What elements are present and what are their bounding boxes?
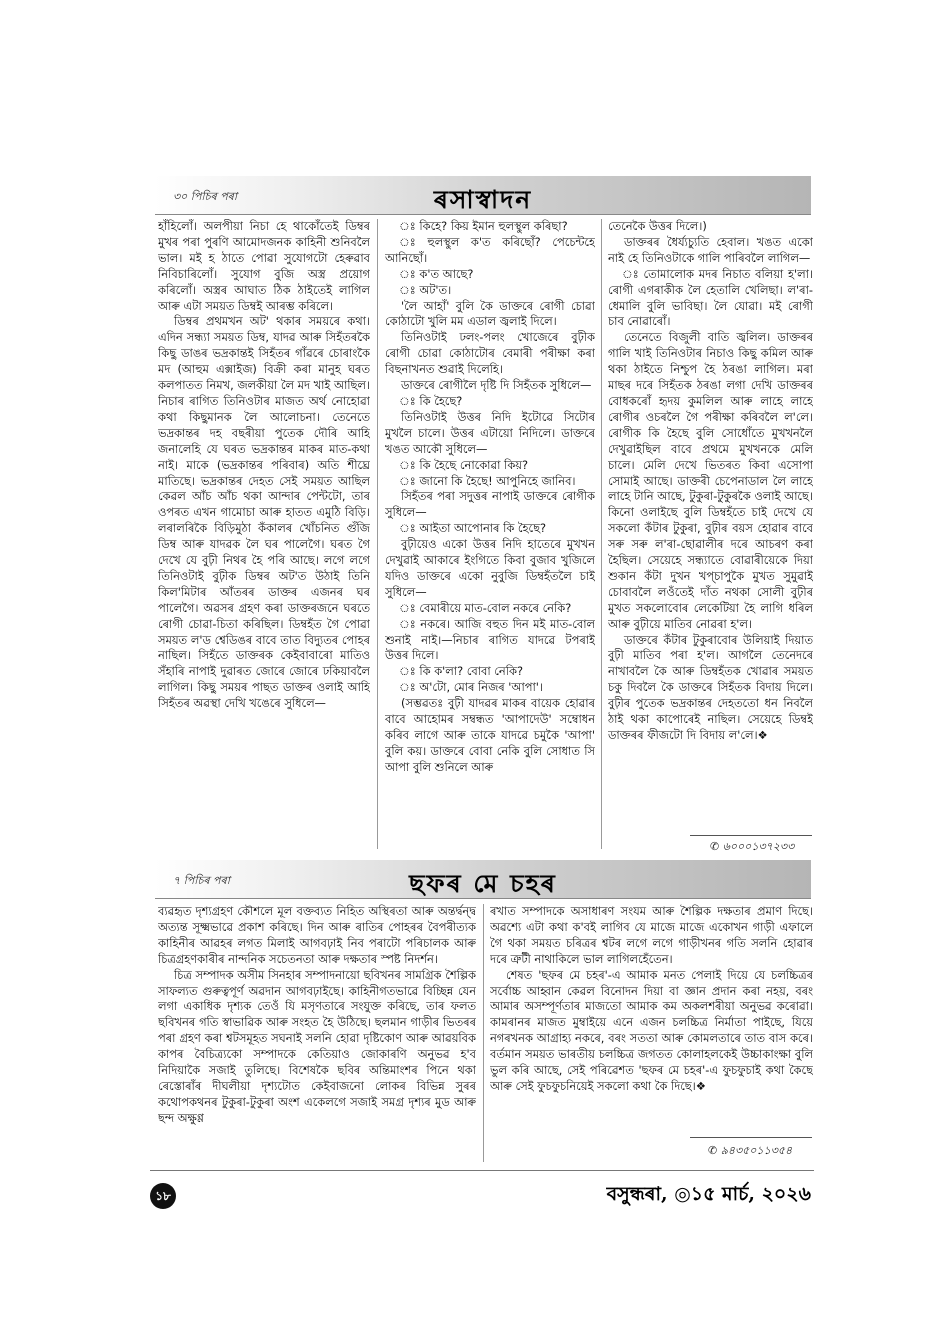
section-title: ৰসাস্বাদন	[433, 185, 533, 214]
article-column-2	[385, 219, 595, 849]
paragraph: (সম্ভৱতঃ বুঢ়ী যাদৱৰ মাকৰ বায়েক হোৱাৰ বাবে আহোমৰ সম্বন্ধত 'আপাদেউ' সম্বোধন কৰিব লাগে আৰু তাকে যাদৱে চমুকৈ 'আপা' বুলি কয়। ডাক্তৰে বোবা নেকি বুলি সোধাত সি আপা বুলি শুনিলে আৰু	[385, 696, 595, 774]
continued-from-label: ৭ পিচিৰ পৰা	[173, 874, 230, 887]
column-divider	[483, 904, 484, 1162]
article-column-1	[158, 219, 370, 849]
separator-line	[690, 1137, 812, 1138]
footer-rule	[150, 1170, 814, 1171]
paragraph: ডাক্তৰে কঁটাৰ টুকুৰাবোৰ উলিয়াই দিয়াত বুঢ়ী মাতিব পৰা হ'ল। আগলৈ তেনেদৰে নাখাবলৈ কৈ আৰু ডিম্বহঁতক খোৱাৰ সময়ত চকু দিবলৈ কৈ ডাক্তৰে সিহঁতক বিদায় দিলে। বুঢ়ীৰ পুতেক ভদ্ৰকান্তৰ দেহততো ধন নিবলৈ ঠাই থকা কাপোৰেই নাছিল। সেয়েহে ডিম্বই ডাক্তৰৰ ফীজটো দি বিদায় ল'লে।❖	[608, 632, 813, 742]
column-divider	[377, 219, 378, 849]
paragraph: ঃ কি ক'লা? বোবা নেকি?	[399, 664, 523, 679]
section-banner-rasaswadan	[155, 176, 811, 215]
paragraph: তেনেতে বিজুলী বাতি জ্বলিল। ডাক্তৰৰ গালি খাই তিনিওটাৰ নিচাও কিছু কমিল আৰু থকা ঠাইতে নিশ্চুপ হৈ ঠৰঙা লাগিল। মৰা মাছৰ দৰে সিহঁতক ঠৰঙা লগা দেখি ডাক্তৰৰ বোধকৰোঁ হৃদয় কুমলিল আৰু লাহে লাহে ৰোগীৰ ওচৰলৈ গৈ পৰীক্ষা কৰিবলৈ ল'লে। ৰোগীক কি হৈছে বুলি সোধোঁতে মুখখনলৈ দেখুৱাইছিল বাবে প্ৰথমে মুখখনকে মেলি চালে। মেলি দেখে ভিতৰত কিবা এসোপা সোমাই আছে। ডাক্তৰী চেপেনাডাল লৈ লাহে লাহে টানি আছে, টুকুৰা-টুকুৰকৈ ওলাই আছে। কিনো ওলাইছে বুলি ডিম্বহঁতে চাই দেখে যে সকলো কঁটাৰ টুকুৰা, বুঢ়ীৰ বয়স হোৱাৰ বাবে সৰু সৰু ল'ৰা-ছোৱালীৰ দৰে আচৰণ কৰা হৈছিল। সেয়েহে সন্ধ্যাতে বোৱাৰীয়েকে দিয়া শুকান কঁটা দুখন খপ্‌চাপুকৈ মুখত সুমুৱাই চোবাবলৈ লওঁতেই দাঁত নথকা সোলী বুঢ়ীৰ মুখত সকলোবোৰ লেকেটিয়া হৈ লাগি ধৰিল আৰু বুঢ়ীয়ে মাতিব নোৱৰা হ'ল।	[608, 330, 813, 631]
article-column-1	[158, 904, 476, 1166]
paragraph: ডাক্তৰৰ ধৈৰ্য্যচ্যুতি হেবাল। খঙত একো নাই হে তিনিওটাকে গালি পাৰিবলৈ লাগিল—	[608, 234, 813, 265]
section-title: ছফৰ মে চহৰ	[409, 869, 557, 898]
section-banner-safar-me-sahar	[155, 860, 811, 899]
paragraph: তিনিওটাই উত্তৰ নিদি ইটোৱে সিটোৰ মুখলৈ চালে। উত্তৰ এটায়ো নিদিলে। ডাক্তৰে খঙত আকৌ সুধিলে—	[385, 409, 595, 456]
paragraph: চিত্ৰ সম্পাদক অসীম সিনহাৰ সম্পাদনায়ো ছবিখনৰ সামগ্ৰিক শৈল্পিক সাফল্যত গুৰুত্বপূৰ্ণ অৱদান আগবঢ়াইছে। কাহিনীগতভাৱে বিচ্ছিন্ন যেন লগা একাধিক দৃশ্যক তেওঁ যি মসৃণতাৰে সংযুক্ত কৰিছে, তাৰ ফলত ছবিখনৰ গতি স্বাভাৱিক আৰু সংহত হৈ উঠিছে। ছলমান গাড়ীৰ ভিতৰৰ পৰা গ্ৰহণ কৰা শ্বটসমূহত সঘনাই সলনি হোৱা দৃষ্টিকোণ আৰু আৱয়বিক কাপৰ বৈচিত্ৰ্যকো সম্পাদকে কেতিয়াও জোকাৰণি অনুভৱ হ'ব নিদিয়াকৈ সজাই তুলিছে। বিশেষকৈ ছবিৰ অন্তিমাংশৰ পিনে থকা ৰেস্তোৰাঁৰ দীঘলীয়া দৃশ্যটোত কেইবাজনো লোকৰ বিভিন্ন সুৰৰ কথোপকথনৰ টুকুৰা-টুকুৰা অংশ একেলগে সজাই সমগ্ৰ দৃশ্যৰ মুড আৰু ছন্দ অক্ষুণ্ণ	[158, 967, 476, 1125]
paragraph: ঃ হুলস্থুল ক'ত কৰিছোঁ? পেচেন্টহে আনিছোঁ।	[385, 234, 595, 265]
author-phone: ✆ ৯৪৩৫০১১৩৫৪	[708, 1144, 793, 1157]
paragraph: তেনেকৈ উত্তৰ দিলে।)	[608, 219, 707, 233]
paragraph: ঃ নকৰে। আজি বহুত দিন মই মাত-বোল শুনাই নাই।—নিচাৰ ৰাগিত যাদৱে টপৰাই উত্তৰ দিলে।	[385, 616, 595, 663]
paragraph: 'লৈ আহাঁ' বুলি কৈ ডাক্তৰে ৰোগী চোৱা কোঠাটো খুলি মম এডাল জ্বলাই দিলে।	[385, 298, 595, 329]
author-phone: ✆ ৬০০০১৩৭২৩৩	[710, 840, 795, 853]
page-number: ১৮	[150, 1183, 176, 1209]
continued-from-label: ৩০ পিচিৰ পৰা	[173, 190, 238, 203]
paragraph: ঃ আইতা আপোনাৰ কি হৈছে?	[399, 521, 547, 536]
column-divider	[601, 219, 602, 849]
paragraph: ঃ জানো কি হৈছে! আপুনিহে জানিব।	[399, 473, 576, 488]
paragraph: সিহঁতৰ পৰা সদুত্তৰ নাপাই ডাক্তৰে ৰোগীক সুধিলে—	[385, 489, 595, 520]
separator-line	[690, 835, 812, 836]
paragraph: ডিম্বৰ প্ৰথমখন অট' থকাৰ সময়ৰে কথা। এদিন সন্ধ্যা সময়ত ডিম্ব, যাদৱ আৰু সিহঁতৰকৈ কিছু ডাঙৰ ভদ্ৰকান্তই সিহঁতৰ গাঁৱৰে চোৰাংকৈ মদ (আহুম এক্সাইজ) বিক্ৰী কৰা মানুহ ঘৰত কলপাতত নিমখ, জলকীয়া লৈ মদ খাই আছিল। নিচাৰ ৰাগিত তিনিওটাৰ মাজত অৰ্থ নোহোৱা কথা কিছুমানক লৈ আলোচনা। তেনেতে ভদ্ৰকান্তৰ দহ বছৰীয়া পুতেক দৌৰি আহি জনালেহি যে ঘৰত ভদ্ৰকান্তৰ মাকৰ মাত-কথা নাই। মাকে (ভদ্ৰকান্তৰ পৰিবাৰ) অতি শীঘ্ৰে মাতিছে। ভদ্ৰকান্তৰ দেহত সেই সময়ত আছিল কেৱল আঁচ আঁচ থকা আন্দাৰ পেন্টটো, তাৰ ওপৰত এখন গামোচা আৰু হাতত এমুঠি বিড়ি। লৰালৰিকৈ বিড়িমুঠা কঁকালৰ খোঁচনিত গুঁজি ডিম্ব আৰু যাদৱক লৈ ঘৰ পালেগৈ। ঘৰত গৈ দেখে যে বুঢ়ী নিথৰ হৈ পৰি আছে। লগে লগে তিনিওটাই বুঢ়ীক ডিম্বৰ অট'ত উঠাই তিনি কিল'মিটাৰ আঁতৰৰ ডাক্তৰ এজনৰ ঘৰ পালেগৈ। অৱসৰ গ্ৰহণ কৰা ডাক্তৰজনে ঘৰতে ৰোগী চোৱা-চিতা কৰিছিল। ডিম্বহঁত গৈ পোৱা সময়ত ল'ড শ্বেডিঙৰ বাবে তাত বিদ্যুতৰ পোহৰ নাছিল। সিহঁতে ডাক্তৰক কেইবাবাৰো মাতিও সঁহাৰি নাপাই দুৱাৰত জোৰে জোৰে ঢকিয়াবলৈ লাগিল। কিছু সময়ৰ পাছত ডাক্তৰ ওলাই আহি সিহঁতৰ অৱস্থা দেখি খঙেৰে সুধিলে—	[158, 314, 370, 711]
paragraph: ঃ কি হৈছে নোকোৱা কিয়?	[399, 457, 529, 472]
paragraph: ডাক্তৰে ৰোগীলৈ দৃষ্টি দি সিহঁতক সুধিলে—	[401, 378, 592, 393]
paragraph: ৰখাত সম্পাদকে অসাধাৰণ সংযম আৰু শৈল্পিক দক্ষতাৰ প্ৰমাণ দিছে। অৱশ্যে এটা কথা ক'বই লাগিব যে মাজে মাজে একোখন গাড়ী এফালে গৈ থকা সময়ত চৰিত্ৰৰ শ্বটৰ লগে লগে গাড়ীখনৰ গতি সলনি হোৱাৰ দৰে ত্ৰুটী নাথাকিলে ভাল লাগিলহেঁতেন।	[490, 904, 813, 966]
paragraph: ঃ কি হৈছে?	[399, 393, 463, 408]
paragraph: তিনিওটাই ঢলং-পলং খোজেৰে বুঢ়ীক ৰোগী চোৱা কোঠাটোৰ বেমাৰী পৰীক্ষা কৰা বিছনাখনত শুৱাই দিলেহি।	[385, 330, 595, 377]
paragraph: ঃ অট'ত।	[399, 282, 452, 297]
paragraph: ঃ কিহে? কিয় ইমান হুলস্থুল কৰিছা?	[399, 219, 568, 233]
paragraph: শেষত 'ছফৰ মে চহৰ'-এ আমাক মনত পেলাই দিয়ে যে চলচ্চিত্ৰৰ সৰ্বোচ্চ আহ্বান কেৱল বিনোদন দিয়া বা জ্ঞান প্ৰদান কৰা নহয়, বৰং আমাৰ অসম্পূৰ্ণতাৰ মাজতো আমাক কম অকলশৰীয়া অনুভৱ কৰোৱা। কামৰানৰ মাজত মুম্বাইয়ে এনে এজন চলচ্চিত্ৰ নিৰ্মাতা পাইছে, যিয়ে নগৰখনক আগ্ৰাহ্য নকৰে, বৰং সততা আৰু কোমলতাৰে তাত বাস কৰে। বৰ্তমান সময়ত ভাৰতীয় চলচ্চিত্ৰ জগতত কোলাহলকেই উচ্চাকাংক্ষা বুলি ভুল কৰি আছে, সেই পৰিৱেশত 'ছফৰ মে চহৰ'-এ ফুচফুচাই কথা কৈছে আৰু সেই ফুচফুচনিয়েই সকলো কথা কৈ দিছে।❖	[490, 967, 813, 1093]
paragraph: বুঢ়ীয়েও একো উত্তৰ নিদি হাতেৰে মুখখন দেখুৱাই আকাৰে ইংগিতে কিবা বুজাব খুজিলে যদিও ডাক্তৰে একো নুবুজি ডিম্বহঁতলৈ চাই সুধিলে—	[385, 537, 595, 599]
article-column-2	[490, 904, 813, 1136]
paragraph: হাঁহিলোঁ। অলপীয়া নিচা হে থাকোঁতেই ডিম্বৰ মুখৰ পৰা পুৰণি আমোদজনক কাহিনী শুনিবলৈ ভাল। মই হ ঠাতে পোৱা সুযোগটো হেৰুৱাব নিবিচাৰিলোঁ। সুযোগ বুজি অস্ত্ৰ প্ৰয়োগ কৰিলোঁ। অস্ত্ৰৰ আঘাত ঠিক ঠাইতেই লাগিল আৰু এটা সময়ত ডিম্বই আৰম্ভ কৰিলে।	[158, 219, 370, 313]
paragraph: ব্যৱহৃত দৃশ্যগ্ৰহণ কৌশলে মূল বক্তব্যত নিহিত অস্থিৰতা আৰু অন্তৰ্দ্বন্দ্ব অত্যন্ত সূক্ষ্মভাৱে প্ৰকাশ কৰিছে। দিন আৰু ৰাতিৰ পোহৰৰ বৈপৰীত্যক কাহিনীৰ আৱহৰ লগত মিলাই আগবঢ়াই নিব পৰাটো পৰিচালক আৰু চিত্ৰগ্ৰহণকাৰীৰ নান্দনিক সচেতনতা আৰু দক্ষতাৰ স্পষ্ট নিদৰ্শন।	[158, 904, 476, 966]
paragraph: ঃ অ'টো, মোৰ নিজৰ 'আপা'।	[399, 680, 543, 695]
paragraph: ঃ ক'ত আছে?	[399, 266, 474, 281]
paragraph: ঃ তোমালোক মদৰ নিচাত বলিয়া হ'লা। ৰোগী এগৰাকীক লৈ হেতালি খেলিছা। ল'ৰা-ধেমালি বুলি ভাবিছা। লৈ যোৱা। মই ৰোগী চাব নোৱাৰোঁ।	[608, 266, 813, 329]
article-column-3	[608, 219, 813, 833]
paragraph: ঃ বেমাৰীয়ে মাত-বোল নকৰে নেকি?	[399, 600, 572, 615]
magazine-footer: বসুন্ধৰা, ◎১৫ মাৰ্চ, ২০২৬	[606, 1183, 811, 1205]
